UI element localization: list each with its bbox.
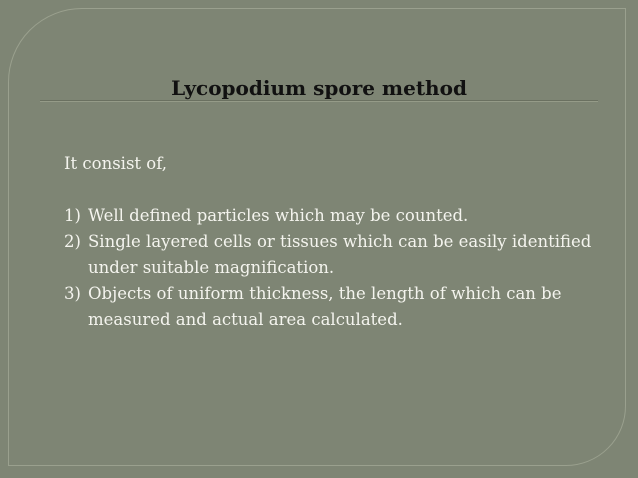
title-divider: [40, 100, 598, 101]
list-item: [64, 203, 604, 229]
numbered-list: [64, 203, 604, 333]
list-item-number: 1): [64, 206, 81, 225]
list-item-text: Well defined particles which may be counted.: [88, 206, 469, 225]
intro-text: It consist of,: [64, 154, 167, 173]
slide-title: Lycopodium spore method: [171, 76, 467, 100]
list-item: [64, 281, 604, 333]
list-item-number: 2): [64, 232, 81, 251]
list-item-number: 3): [64, 284, 81, 303]
list-item-text: Objects of uniform thickness, the length of which can be measured and actual area calculated.: [88, 284, 562, 329]
list-item: [64, 229, 604, 281]
slide-body: [64, 151, 604, 333]
list-item-text: Single layered cells or tissues which can be easily identified under suitable magnification.: [88, 232, 592, 277]
